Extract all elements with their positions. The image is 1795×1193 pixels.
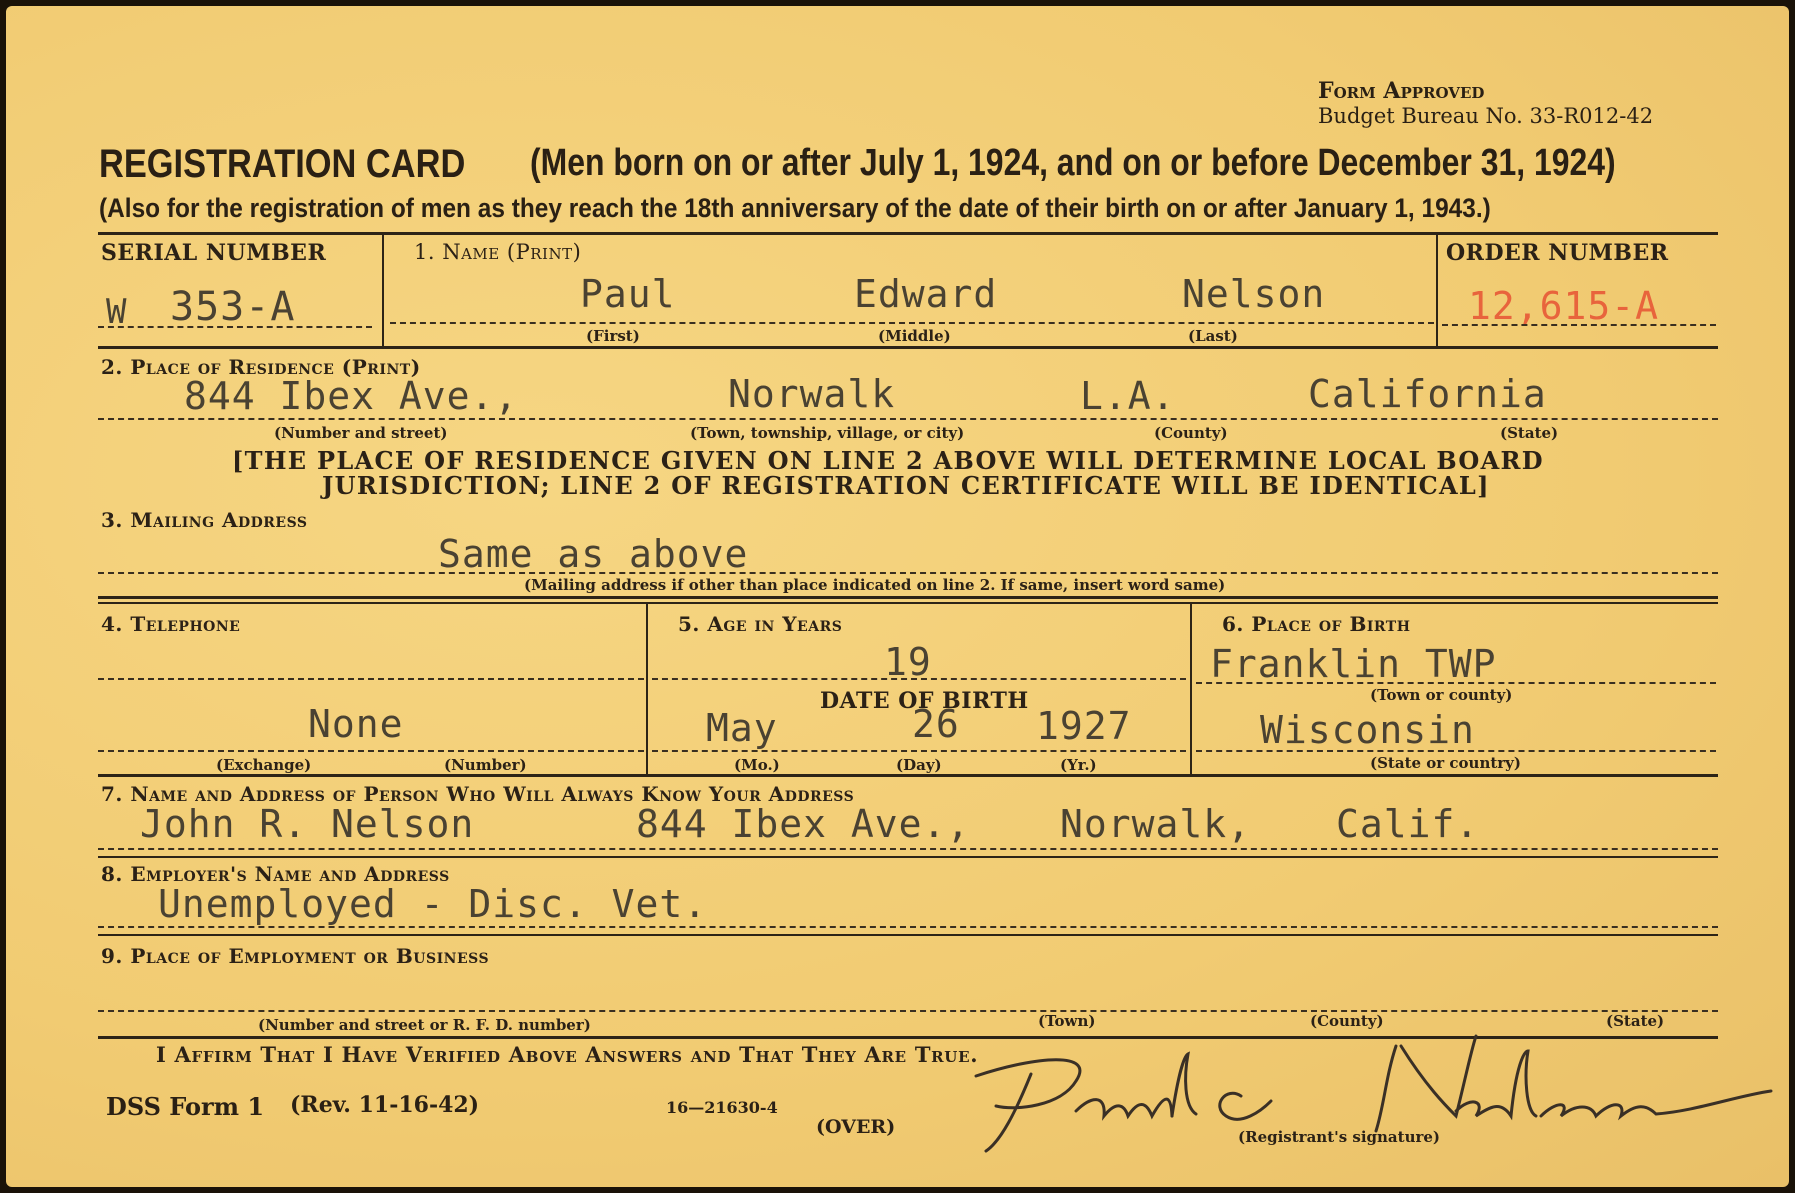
mailing-value: Same as above <box>438 532 749 576</box>
residence-county-caption: (County) <box>1154 424 1228 442</box>
name-label: 1. Name (Print) <box>414 240 582 264</box>
name-last-caption: (Last) <box>1188 327 1238 345</box>
dob-label: DATE OF BIRTH <box>820 688 1029 714</box>
telephone-label: 4. Telephone <box>101 612 241 636</box>
telephone-exchange-caption: (Exchange) <box>216 756 312 774</box>
name-last: Nelson <box>1182 272 1326 316</box>
dob-month-caption: (Mo.) <box>734 756 780 774</box>
serial-value: 353-A <box>170 284 296 330</box>
residence-town-caption: (Town, township, village, or city) <box>690 424 965 442</box>
employment-state-caption: (State) <box>1606 1012 1665 1030</box>
form-id: DSS Form 1 <box>106 1092 265 1121</box>
birthplace-town-caption: (Town or county) <box>1370 686 1513 704</box>
over-note: (OVER) <box>816 1116 896 1138</box>
signature-caption: (Registrant's signature) <box>1238 1128 1441 1146</box>
residence-county: L.A. <box>1080 374 1176 418</box>
telephone-value: None <box>308 702 404 746</box>
birthplace-town: Franklin TWP <box>1210 642 1497 686</box>
residence-notice-2: JURISDICTION; LINE 2 OF REGISTRATION CERTIFICATE WILL BE IDENTICAL] <box>322 471 1490 500</box>
name-first-caption: (First) <box>586 327 640 345</box>
residence-street-caption: (Number and street) <box>274 424 448 442</box>
form-approved: Form Approved <box>1318 78 1485 104</box>
form-revision: (Rev. 11-16-42) <box>290 1092 480 1118</box>
serial-prefix: W <box>106 292 128 332</box>
telephone-number-caption: (Number) <box>444 756 527 774</box>
residence-town: Norwalk <box>728 372 896 416</box>
residence-state: California <box>1308 372 1547 416</box>
birthplace-state-caption: (State or country) <box>1370 754 1521 772</box>
residence-street: 844 Ibex Ave., <box>184 374 519 418</box>
birthplace-label: 6. Place of Birth <box>1222 612 1411 636</box>
dob-year: 1927 <box>1036 704 1132 748</box>
residence-state-caption: (State) <box>1500 424 1559 442</box>
card-subtitle: (Men born on or after July 1, 1924, and on or before December 31, 1924) <box>530 142 1616 184</box>
contact-state: Calif. <box>1336 802 1480 846</box>
dob-month: May <box>706 706 778 750</box>
name-first: Paul <box>580 272 676 316</box>
residence-notice-1: [THE PLACE OF RESIDENCE GIVEN ON LINE 2 ABOVE WILL DETERMINE LOCAL BOARD <box>232 446 1544 475</box>
dob-day-caption: (Day) <box>896 756 942 774</box>
dob-day: 26 <box>912 702 960 746</box>
contact-label: 7. Name and Address of Person Who Will Always Know Your Address <box>101 782 855 806</box>
registration-card <box>6 6 1789 1187</box>
mailing-label: 3. Mailing Address <box>101 508 308 532</box>
order-value: 12,615-A <box>1468 284 1660 328</box>
affirmation: I Affirm That I Have Verified Above Answers and That They Are True. <box>156 1042 979 1067</box>
birthplace-state: Wisconsin <box>1260 708 1475 752</box>
contact-town: Norwalk, <box>1060 802 1252 846</box>
serial-label: SERIAL NUMBER <box>101 240 327 266</box>
employment-town-caption: (Town) <box>1038 1012 1096 1030</box>
employment-street-caption: (Number and street or R. F. D. number) <box>258 1016 591 1034</box>
name-middle: Edward <box>854 272 998 316</box>
order-label: ORDER NUMBER <box>1446 240 1669 266</box>
name-middle-caption: (Middle) <box>878 327 951 345</box>
card-title: REGISTRATION CARD <box>99 142 466 186</box>
age-value: 19 <box>884 640 932 684</box>
mailing-caption: (Mailing address if other than place indicated on line 2. If same, insert word same) <box>524 576 1226 594</box>
contact-street: 844 Ibex Ave., <box>636 802 971 846</box>
employer-value: Unemployed - Disc. Vet. <box>158 882 708 926</box>
rule-top <box>98 232 1718 235</box>
residence-label: 2. Place of Residence (Print) <box>101 355 421 379</box>
employer-label: 8. Employer's Name and Address <box>101 862 450 886</box>
employment-county-caption: (County) <box>1310 1012 1384 1030</box>
employment-place-label: 9. Place of Employment or Business <box>101 944 490 968</box>
card-subtitle-2: (Also for the registration of men as they reach the 18th anniversary of the date of their birth on or after January 1, 1943.) <box>99 193 1491 223</box>
budget-bureau: Budget Bureau No. 33-R012-42 <box>1318 104 1654 128</box>
contact-name: John R. Nelson <box>140 802 475 846</box>
age-label: 5. Age in Years <box>678 612 843 636</box>
dob-year-caption: (Yr.) <box>1060 756 1097 774</box>
form-code: 16—21630-4 <box>666 1098 778 1117</box>
